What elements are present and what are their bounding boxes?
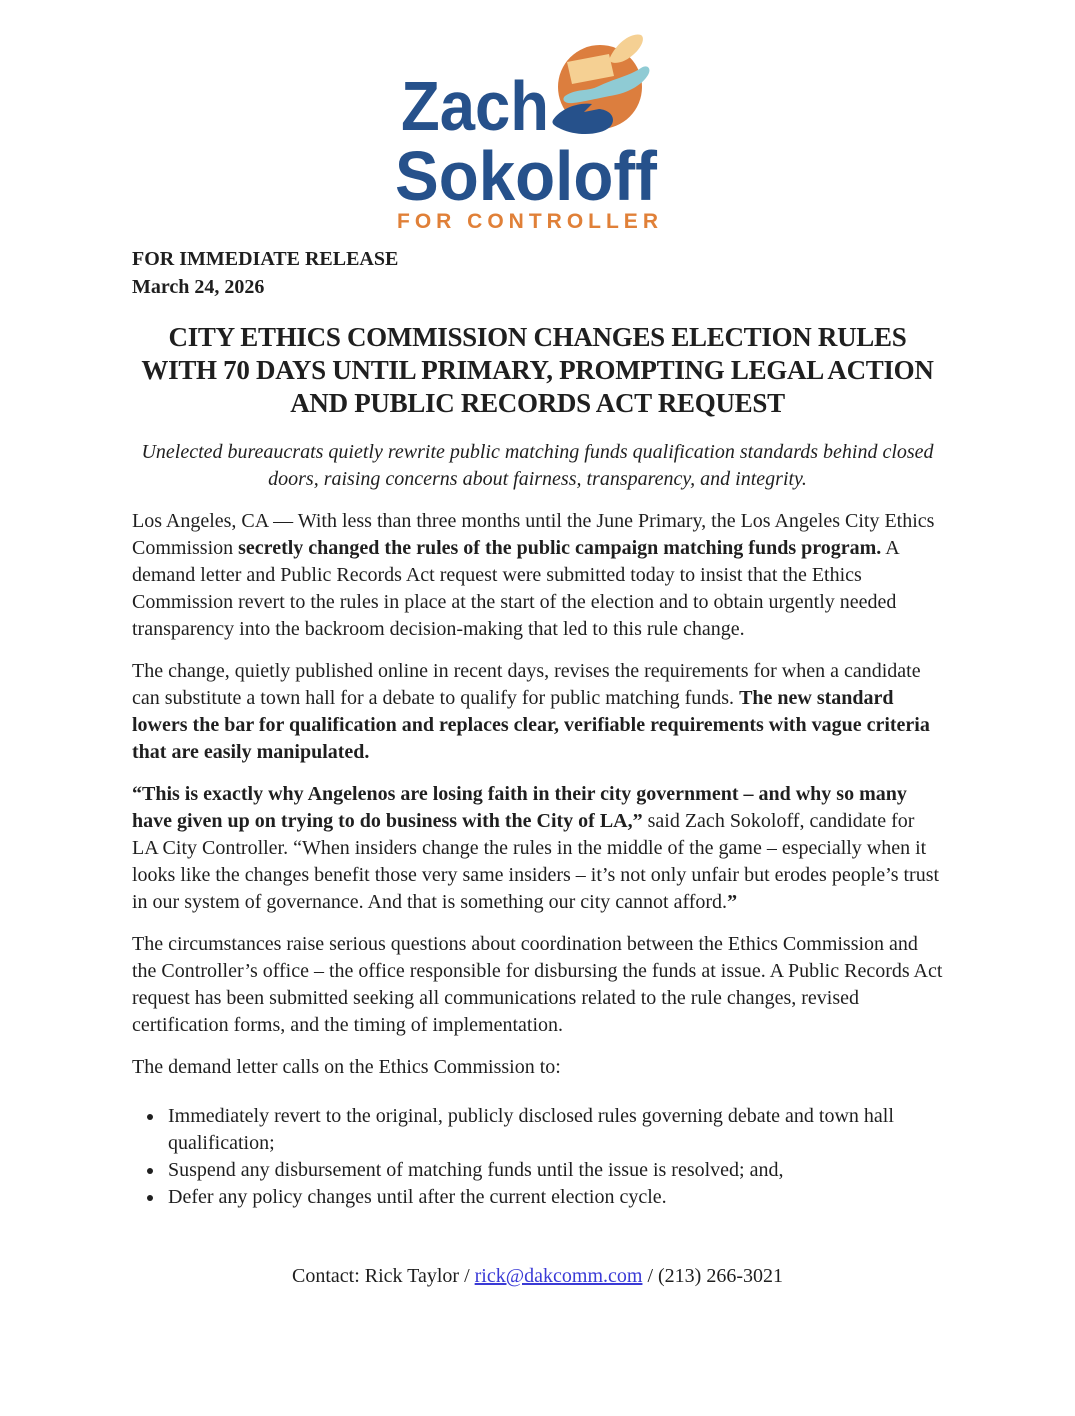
text-run: The new standard lowers the bar for qualification and replaces clear, verifiable requirements with vague criteria that are easily manipulated. <box>132 687 930 763</box>
paragraph-4 <box>132 931 943 1039</box>
paragraph-3-quote <box>132 781 943 916</box>
demand-list <box>132 1103 943 1211</box>
contact-line <box>132 1263 943 1290</box>
email-link[interactable]: rick@dakcomm.com <box>474 1265 643 1287</box>
text-run: The change, quietly published online in recent days, revises the requirements for when a candidate can substitute a town hall for a debate to qualify for public matching funds. <box>132 660 921 709</box>
release-label: FOR IMMEDIATE RELEASE <box>132 248 399 270</box>
text-run: said Zach Sokoloff, candidate for LA City Controller. “When insiders change the rules in the middle of the game – especially when it looks like the changes benefit those very same insiders – it’s not only unfair but erodes people’s trust in our system of governance. And that is something our city cannot afford. <box>132 810 940 913</box>
logo-name-line1: Zach <box>400 67 549 145</box>
press-release-page <box>132 0 943 1290</box>
text-run: “This is exactly why Angelenos are losing faith in their city government – and why so many have given up on trying to do business with the City of LA,” <box>132 783 907 832</box>
paragraph-2 <box>132 658 943 766</box>
text-run: ” <box>727 891 738 913</box>
campaign-logo-graphic <box>393 30 683 235</box>
release-block <box>132 245 943 301</box>
campaign-logo <box>132 30 943 235</box>
list-intro: The demand letter calls on the Ethics Commission to: <box>132 1056 561 1078</box>
headline: CITY ETHICS COMMISSION CHANGES ELECTION RULES WITH 70 DAYS UNTIL PRIMARY, PROMPTING LEGAL ACTION AND PUBLIC RECORDS ACT REQUEST <box>141 322 934 418</box>
list-item: • Immediately revert to the original, publicly disclosed rules governing debate and town hall qualification; <box>165 1103 943 1157</box>
text-run: The circumstances raise serious questions about coordination between the Ethics Commission and the Controller’s office – the office responsible for disbursing the funds at issue. A Public Records Act request has been submitted seeking all communications related to the rule changes, revised certification forms, and the timing of implementation. <box>132 933 943 1036</box>
subheadline: Unelected bureaucrats quietly rewrite public matching funds qualification standards behind closed doors, raising concerns about fairness, transparency, and integrity. <box>141 441 934 490</box>
release-date: March 24, 2026 <box>132 276 265 298</box>
paragraph-1 <box>132 508 943 643</box>
list-item: • Suspend any disbursement of matching funds until the issue is resolved; and, <box>165 1157 943 1184</box>
contact-prefix: Contact: Rick Taylor / <box>291 1265 475 1287</box>
logo-tagline: FOR CONTROLLER <box>396 210 663 233</box>
text-run: A demand letter and Public Records Act request were submitted today to insist that the Ethics Commission revert to the rules in place at the start of the election and to obtain urgently needed transparency into the backroom decision-making that led to this rule change. <box>132 537 899 640</box>
text-run: Los Angeles, CA — With less than three months until the June Primary, the Los Angeles City Ethics Commission <box>132 510 935 559</box>
text-run: secretly changed the rules of the public campaign matching funds program. <box>238 537 882 559</box>
logo-name-line2: Sokoloff <box>394 137 658 215</box>
list-item: • Defer any policy changes until after the current election cycle. <box>165 1184 943 1211</box>
contact-suffix: / (213) 266-3021 <box>642 1265 783 1287</box>
